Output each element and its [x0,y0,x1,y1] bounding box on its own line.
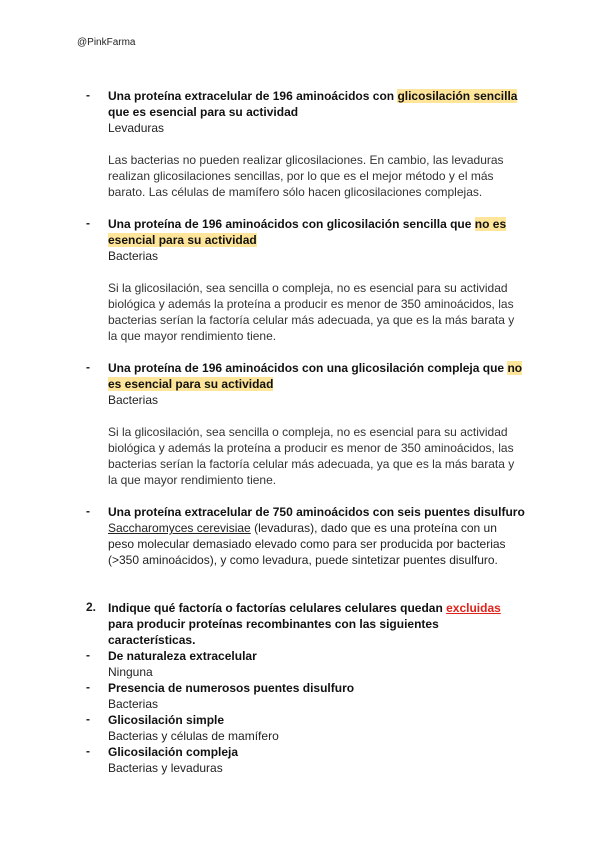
item-answer: Levaduras [108,121,165,135]
question-text-part: Indique qué factoría o factorías celulares celulares quedan [108,601,447,615]
item-answer: Bacterias y levaduras [108,761,223,775]
list-item [86,744,526,776]
item-answer [108,520,526,568]
title-text: Una proteína de 196 aminoácidos con glicosilación sencilla que [108,217,475,231]
item-answer: Bacterias [108,249,159,263]
highlighted-text: glicosilación sencilla [397,89,518,103]
question-heading [86,600,526,648]
title-text: que es esencial para su actividad [108,105,299,119]
bullet-dash: - [86,712,90,726]
question-number: 2. [86,600,97,614]
bullet-dash: - [86,504,90,518]
list-item [86,216,526,344]
species-name: Saccharomyces cerevisiae [108,521,251,535]
item-title [108,216,526,248]
item-title [108,88,526,120]
item-title: Glicosilación simple [108,713,225,727]
list-item [86,504,526,568]
title-text: Una proteína extracelular de 196 aminoácidos con [108,89,398,103]
bullet-dash: - [86,216,90,230]
item-explanation: Si la glicosilación, sea sencilla o compleja, no es esencial para su actividad biológica y además la proteína a producir es menor de 350 aminoácidos, las bacterias serían la factoría celular más adecuada, ya que es la más barata y la que mayor rendimiento tiene. [108,425,515,487]
highlighted-text: no es esencial para su actividad [108,217,507,247]
list-item [86,88,526,200]
title-text: Una proteína de 196 aminoácidos con una glicosilación compleja que [108,361,508,375]
item-explanation: Si la glicosilación, sea sencilla o compleja, no es esencial para su actividad biológica y además la proteína a producir es menor de 350 aminoácidos, las bacterias serían la factoría celular más adecuada, ya que es la más barata y la que mayor rendimiento tiene. [108,281,515,343]
list-item [86,680,526,712]
bullet-dash: - [86,744,90,758]
item-title: De naturaleza extracelular [108,649,257,663]
item-title [108,360,526,392]
list-item [86,712,526,744]
item-explanation: Las bacterias no pueden realizar glicosilaciones. En cambio, las levaduras realizan glicosilaciones sencillas, por lo que es el mejor método y el más barato. Las células de mamífero sólo hacen glicosilaciones complejas. [108,153,504,199]
item-title: Glicosilación compleja [108,745,239,759]
item-title: Una proteína extracelular de 750 aminoácidos con seis puentes disulfuro [108,505,525,519]
bullet-dash: - [86,360,90,374]
list-item [86,360,526,488]
item-answer: Bacterias [108,393,159,407]
author-header: @PinkFarma [77,37,136,48]
question-text [108,600,526,648]
item-title: Presencia de numerosos puentes disulfuro [108,681,355,695]
answer-text: (levaduras), dado que es una proteína con un peso molecular demasiado elevado como para ser producida por bacterias (>350 aminoácidos), y como levadura, puede sintetizar puentes disulfuro. [108,521,506,567]
bullet-dash: - [86,88,90,102]
emphasized-red-text: excluidas [446,601,501,615]
bullet-dash: - [86,680,90,694]
question-text-part: para producir proteínas recombinantes con las siguientes características. [108,617,439,647]
list-item [86,648,526,680]
item-answer: Bacterias [108,697,159,711]
item-answer: Ninguna [108,665,153,679]
bullet-dash: - [86,648,90,662]
highlighted-text: no es esencial para su actividad [108,361,523,391]
item-answer: Bacterias y células de mamífero [108,729,279,743]
